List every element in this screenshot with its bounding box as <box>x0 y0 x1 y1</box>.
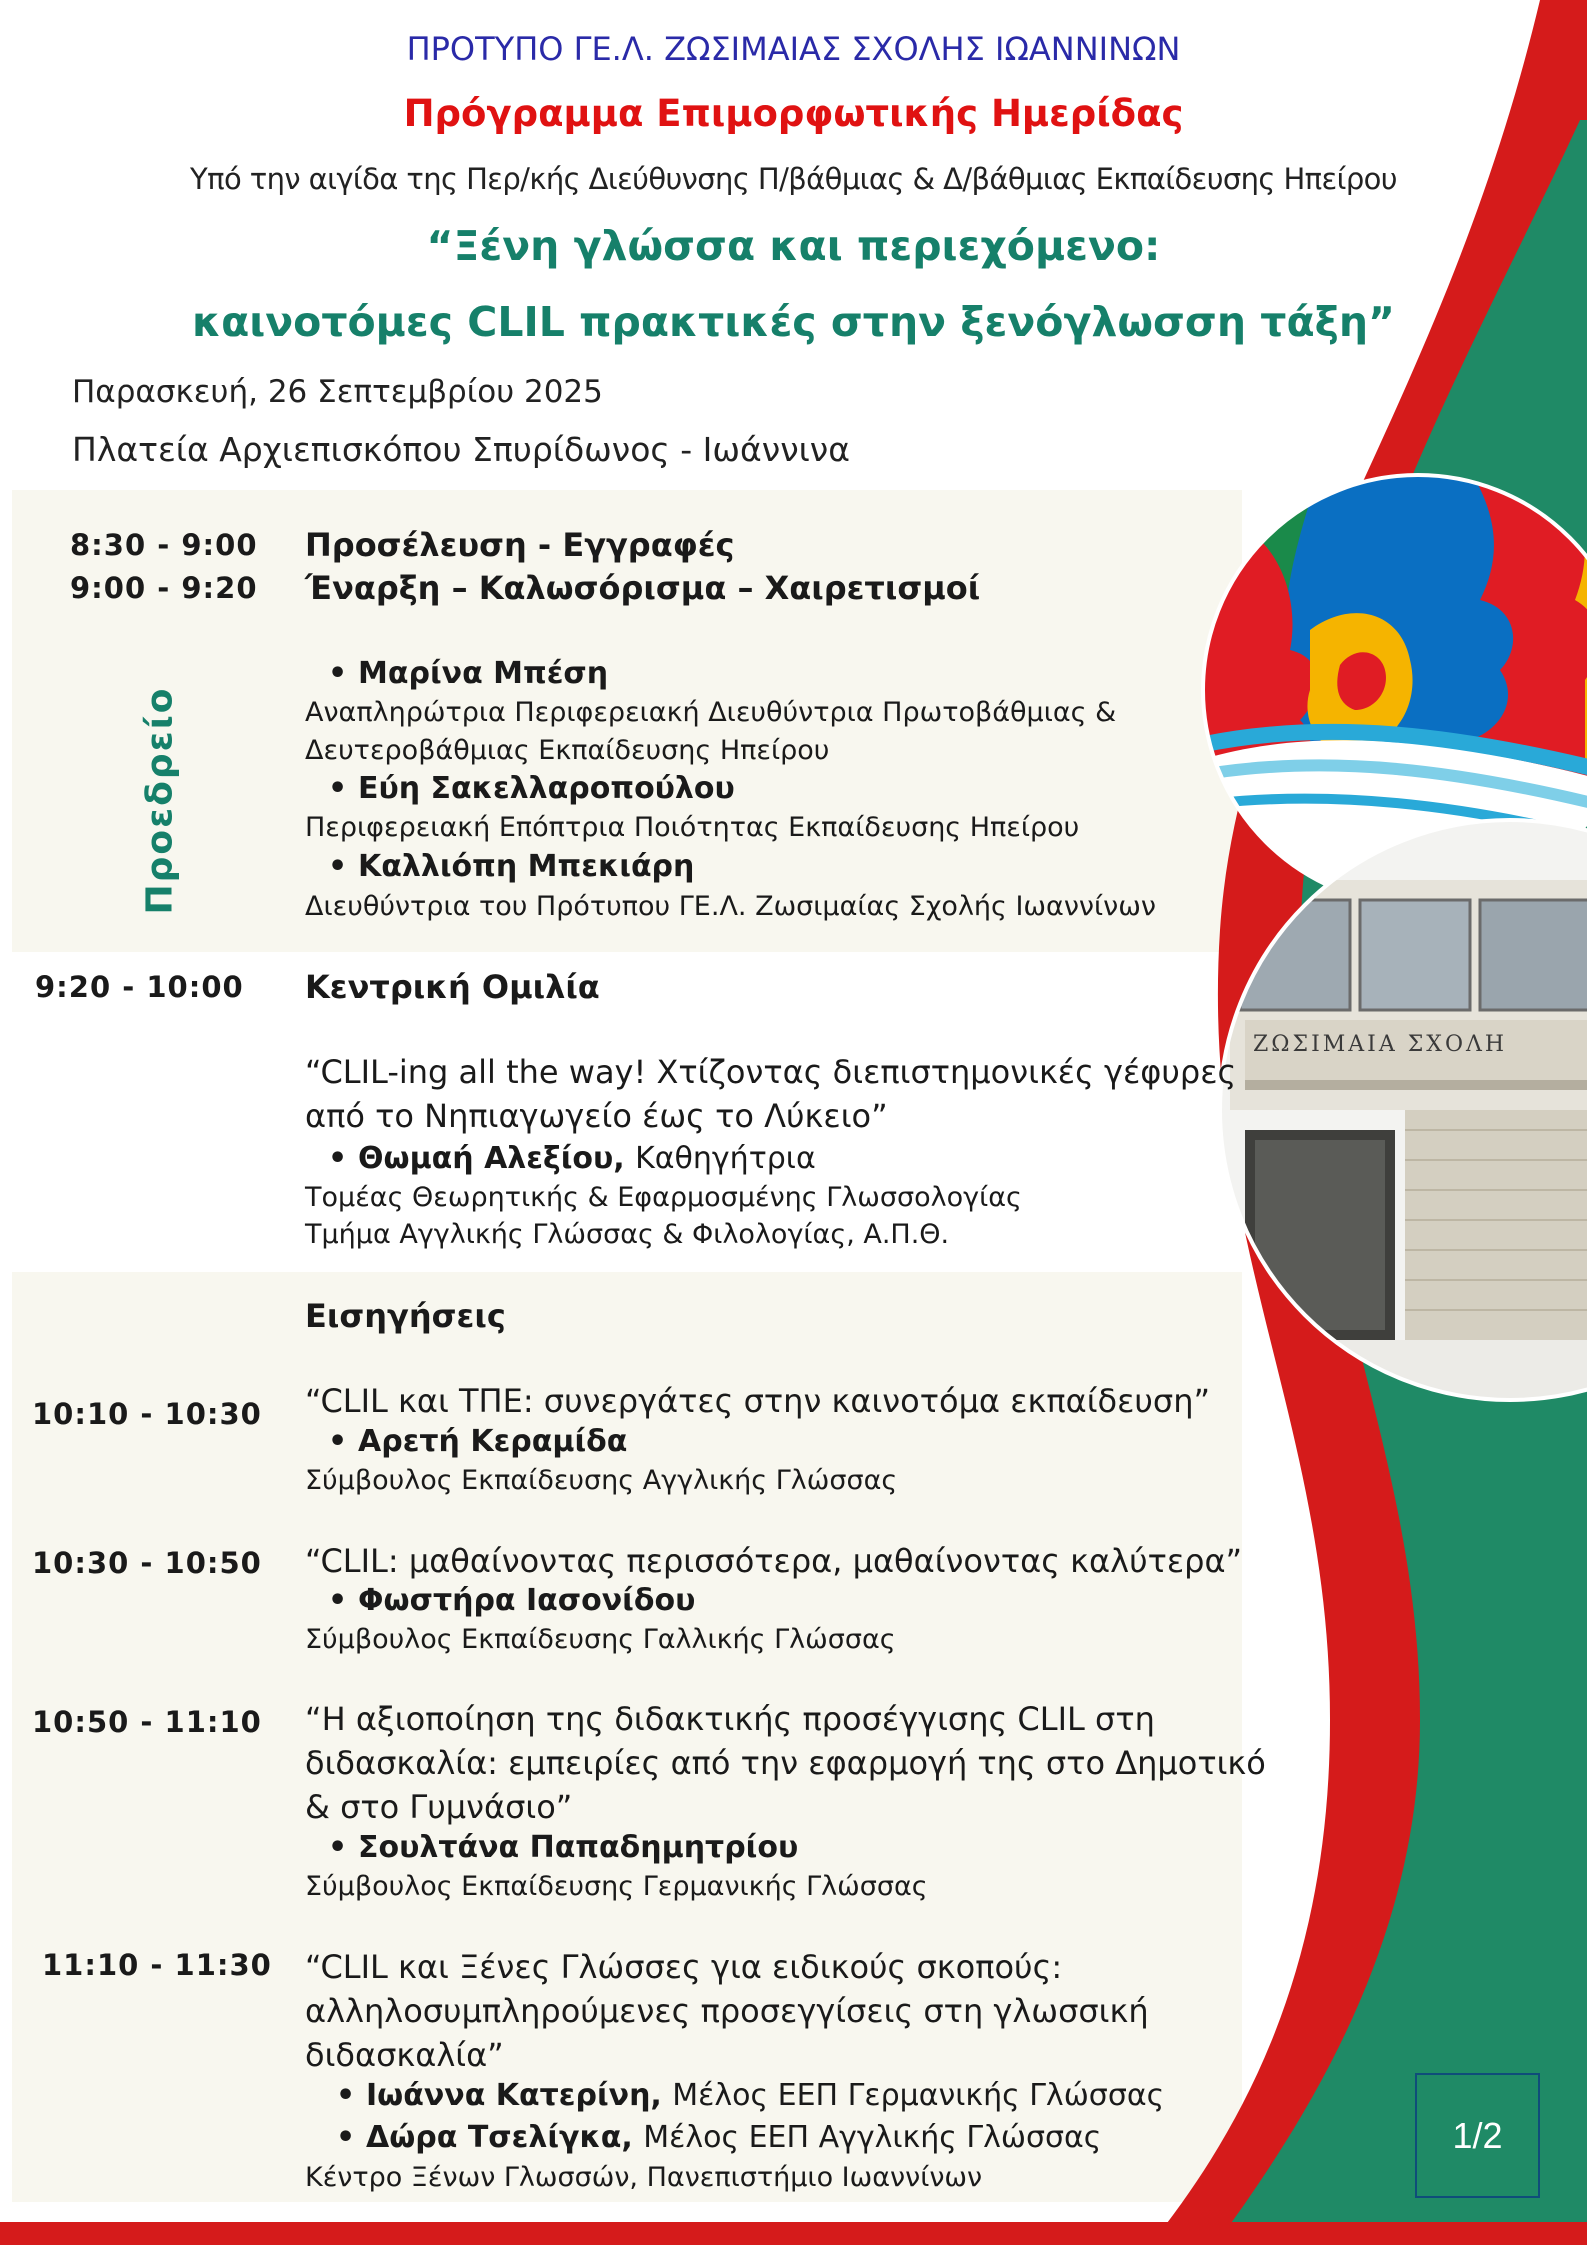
presidium-person-3: • Καλλιόπη Μπεκιάρη <box>358 849 694 884</box>
talk-2-title: “CLIL: μαθαίνοντας περισσότερα, μαθαίνοντας καλύτερα” <box>305 1542 1243 1580</box>
school-name: ΠΡΟΤΥΠΟ ΓΕ.Λ. ΖΩΣΙΜΑΙΑΣ ΣΧΟΛΗΣ ΙΩΑΝΝΙΝΩΝ <box>406 30 1181 68</box>
talk-3-speaker: • Σουλτάνα Παπαδημητρίου <box>358 1830 798 1865</box>
talk-3-title-1: “Η αξιοποίηση της διδακτικής προσέγγισης CLIL στη <box>305 1700 1155 1738</box>
talk-1-role: Σύμβουλος Εκπαίδευσης Αγγλικής Γλώσσας <box>305 1465 898 1496</box>
talk-4-speaker-2-role: Μέλος ΕΕΠ Αγγλικής Γλώσσας <box>643 2120 1102 2155</box>
time-talk-1: 10:10 - 10:30 <box>32 1397 262 1431</box>
talk-4-speaker-1: Ιωάννα Κατερίνη, <box>366 2078 662 2113</box>
talk-4-affiliation: Κέντρο Ξένων Γλωσσών, Πανεπιστήμιο Ιωαννίνων <box>305 2162 983 2193</box>
talk-4-speaker-1-line <box>366 2078 1164 2113</box>
talk-3-title-3: & στο Γυμνάσιο” <box>305 1788 573 1826</box>
keynote-affiliation-2: Τμήμα Αγγλικής Γλώσσας & Φιλολογίας, Α.Π.Θ. <box>305 1219 950 1250</box>
program-title: Πρόγραμμα Επιμορφωτικής Ημερίδας <box>403 92 1184 135</box>
bottom-stripe <box>0 2222 1587 2245</box>
presidium-person-1: • Μαρίνα Μπέση <box>358 656 608 691</box>
talk-4-title-3: διδασκαλία” <box>305 2036 504 2074</box>
talk-4-speaker-2: Δώρα Τσελίγκα, <box>366 2120 633 2155</box>
time-arrival: 8:30 - 9:00 <box>70 528 258 562</box>
event-venue: Πλατεία Αρχιεπισκόπου Σπυρίδωνος - Ιωάννινα <box>72 430 850 469</box>
talk-1-title: “CLIL και ΤΠΕ: συνεργάτες στην καινοτόμα εκπαίδευση” <box>305 1382 1211 1420</box>
auspices: Υπό την αιγίδα της Περ/κής Διεύθυνσης Π/βάθμιας & Δ/βάθμιας Εκπαίδευσης Ηπείρου <box>190 162 1397 196</box>
keynote-heading: Κεντρική Ομιλία <box>305 968 600 1006</box>
theme-line-1: “Ξένη γλώσσα και περιεχόμενο: <box>426 222 1161 270</box>
page-indicator: 1/2 <box>1415 2073 1540 2198</box>
keynote-speaker-line <box>358 1141 816 1176</box>
talk-2-role: Σύμβουλος Εκπαίδευσης Γαλλικής Γλώσσας <box>305 1624 896 1655</box>
talk-4-speaker-1-role: Μέλος ΕΕΠ Γερμανικής Γλώσσας <box>672 2078 1165 2113</box>
talk-4-speaker-2-line <box>366 2120 1101 2155</box>
keynote-speaker: Θωμαή Αλεξίου, <box>358 1141 625 1176</box>
talk-3-role: Σύμβουλος Εκπαίδευσης Γερμανικής Γλώσσας <box>305 1871 928 1902</box>
opening-welcome: Έναρξη – Καλωσόρισμα – Χαιρετισμοί <box>305 569 981 607</box>
arrival-registration: Προσέλευση - Εγγραφές <box>305 526 735 564</box>
keynote-title-1: “CLIL-ing all the way! Χτίζοντας διεπιστημονικές γέφυρες <box>305 1053 1237 1091</box>
talk-4-title-1: “CLIL και Ξένες Γλώσσες για ειδικούς σκοπούς: <box>305 1948 1063 1986</box>
building-sign: ΖΩΣΙΜΑΙΑ ΣΧΟΛΗ <box>1253 1032 1508 1057</box>
talk-2-speaker: • Φωστήρα Ιασονίδου <box>358 1583 695 1618</box>
talk-4-title-2: αλληλοσυμπληρούμενες προσεγγίσεις στη γλωσσική <box>305 1992 1149 2030</box>
time-talk-4: 11:10 - 11:30 <box>42 1948 272 1982</box>
presidium-label: Προεδρείο <box>139 686 181 915</box>
time-opening: 9:00 - 9:20 <box>70 571 258 605</box>
presidium-role-3: Διευθύντρια του Πρότυπου ΓΕ.Λ. Ζωσιμαίας Σχολής Ιωαννίνων <box>305 891 1156 922</box>
presidium-role-2: Περιφερειακή Επόπτρια Ποιότητας Εκπαίδευσης Ηπείρου <box>305 812 1080 843</box>
presidium-role-1b: Δευτεροβάθμιας Εκπαίδευσης Ηπείρου <box>305 735 830 766</box>
presidium-role-1a: Αναπληρώτρια Περιφερειακή Διευθύντρια Πρωτοβάθμιας & <box>305 697 1117 728</box>
keynote-affiliation-1: Τομέας Θεωρητικής & Εφαρμοσμένης Γλωσσολογίας <box>305 1182 1022 1213</box>
talk-1-speaker: • Αρετή Κεραμίδα <box>358 1424 627 1459</box>
time-keynote: 9:20 - 10:00 <box>35 970 244 1004</box>
presentations-heading: Εισηγήσεις <box>305 1297 506 1335</box>
keynote-speaker-role: Καθηγήτρια <box>635 1141 816 1176</box>
talk-3-title-2: διδασκαλία: εμπειρίες από την εφαρμογή της στο Δημοτικό <box>305 1744 1266 1782</box>
theme-line-2: καινοτόμες CLIL πρακτικές στην ξενόγλωσση τάξη” <box>191 298 1396 346</box>
event-date: Παρασκευή, 26 Σεπτεμβρίου 2025 <box>72 374 603 410</box>
presidium-person-2: • Εύη Σακελλαροπούλου <box>358 771 735 806</box>
time-talk-3: 10:50 - 11:10 <box>32 1705 262 1739</box>
keynote-title-2: από το Νηπιαγωγείο έως το Λύκειο” <box>305 1097 888 1135</box>
time-talk-2: 10:30 - 10:50 <box>32 1546 262 1580</box>
